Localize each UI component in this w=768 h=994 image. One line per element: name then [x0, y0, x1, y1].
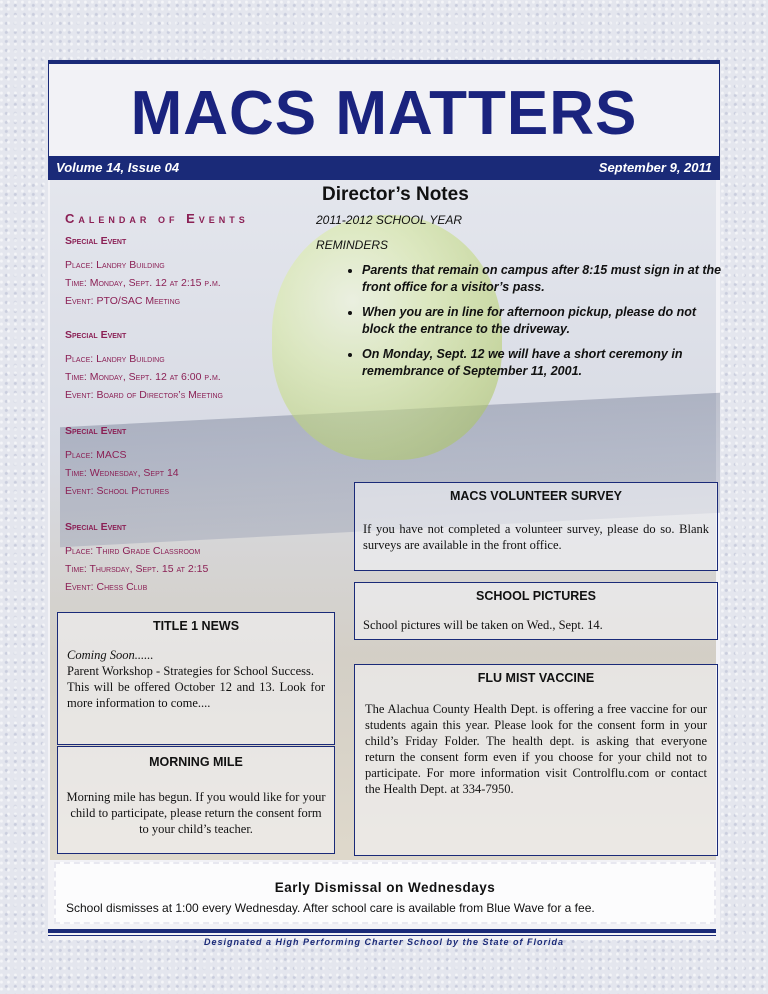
issue-date: September 9, 2011 — [598, 160, 712, 175]
event-time: Time: Thursday, Sept. 15 at 2:15 — [65, 563, 209, 575]
event-label: Special Event — [65, 521, 127, 533]
event-time: Time: Monday, Sept. 12 at 2:15 p.m. — [65, 277, 221, 289]
title1-line2: This will be offered October 12 and 13. Look for more information to come.... — [67, 680, 325, 710]
flu-mist-box — [354, 664, 718, 856]
reminders-label: REMINDERS — [316, 238, 389, 252]
reminder-item: • On Monday, Sept. 12 we will have a short ceremony in remembrance of September 11, 2001. — [362, 346, 732, 380]
early-dismissal-title: Early Dismissal on Wednesdays — [274, 880, 496, 895]
issue-bar — [48, 156, 720, 180]
morning-mile-title: MORNING MILE — [149, 755, 243, 769]
event-label: Special Event — [65, 425, 127, 437]
morning-mile-box — [57, 746, 335, 854]
calendar-event — [65, 232, 221, 310]
event-name: Event: Chess Club — [65, 581, 148, 593]
school-pictures-title: SCHOOL PICTURES — [476, 589, 596, 603]
school-year: 2011-2012 SCHOOL YEAR — [316, 213, 463, 227]
flu-mist-title: FLU MIST VACCINE — [477, 671, 595, 685]
reminder-item: • When you are in line for afternoon pickup, please do not block the entrance to the driveway. — [362, 304, 732, 338]
title1-coming: Coming Soon...... — [67, 648, 154, 662]
title1-news-box — [57, 612, 335, 745]
title1-news-title: TITLE 1 NEWS — [152, 619, 240, 633]
reminder-item: • Parents that remain on campus after 8:15 must sign in at the front office for a visitor’s pass. — [362, 262, 732, 296]
event-place: Place: Third Grade Classroom — [65, 545, 201, 557]
event-label: Special Event — [65, 329, 127, 341]
newsletter-title: MACS MATTERS — [130, 79, 638, 148]
morning-mile-body: Morning mile has begun. If you would like for your child to participate, please return the consent form to your child’s teacher. — [66, 790, 326, 836]
volunteer-survey-body: If you have not completed a volunteer survey, please do so. Blank surveys are available in the front office. — [363, 522, 709, 552]
title1-line1: Parent Workshop - Strategies for School Success. — [67, 664, 314, 678]
event-place: Place: MACS — [65, 449, 127, 461]
event-label: Special Event — [65, 235, 127, 247]
directors-notes-heading: Director’s Notes — [322, 184, 469, 205]
school-pictures-body: School pictures will be taken on Wed., Sept. 14. — [363, 618, 603, 632]
event-time: Time: Monday, Sept. 12 at 6:00 p.m. — [65, 371, 221, 383]
volunteer-survey-box — [354, 482, 718, 571]
calendar-title: Calendar of Events — [65, 211, 249, 226]
school-pictures-box — [354, 582, 718, 640]
event-name: Event: School Pictures — [65, 485, 170, 497]
early-dismissal-box — [54, 862, 716, 924]
footer-rule — [48, 929, 716, 933]
event-place: Place: Landry Building — [65, 259, 165, 271]
volume-issue: Volume 14, Issue 04 — [56, 160, 180, 175]
footer-rule-thin — [48, 935, 716, 936]
event-name: Event: PTO/SAC Meeting — [65, 295, 181, 307]
volunteer-survey-title: MACS VOLUNTEER SURVEY — [449, 489, 622, 503]
calendar-event — [65, 518, 208, 596]
footer-tagline: Designated a High Performing Charter School by the State of Florida — [203, 937, 565, 947]
event-time: Time: Wednesday, Sept 14 — [65, 467, 179, 479]
reminders-list — [338, 262, 732, 388]
flu-mist-body: The Alachua County Health Dept. is offering a free vaccine for our students again this year. Please look for the consent form in your child’s Friday Folder. The health dept. is asking that everyone return the consent form even if you choose for your child not to participate. For more information visit Controlflu.com or contact the Health Dept. at 334-7950. — [365, 702, 707, 796]
early-dismissal-body: School dismisses at 1:00 every Wednesday. After school care is available from Blue Wave for a fee. — [66, 901, 595, 915]
event-place: Place: Landry Building — [65, 353, 165, 365]
event-name: Event: Board of Director’s Meeting — [65, 389, 223, 401]
title1-news-body — [67, 647, 325, 711]
calendar-event — [65, 422, 179, 500]
calendar-event — [65, 326, 223, 404]
